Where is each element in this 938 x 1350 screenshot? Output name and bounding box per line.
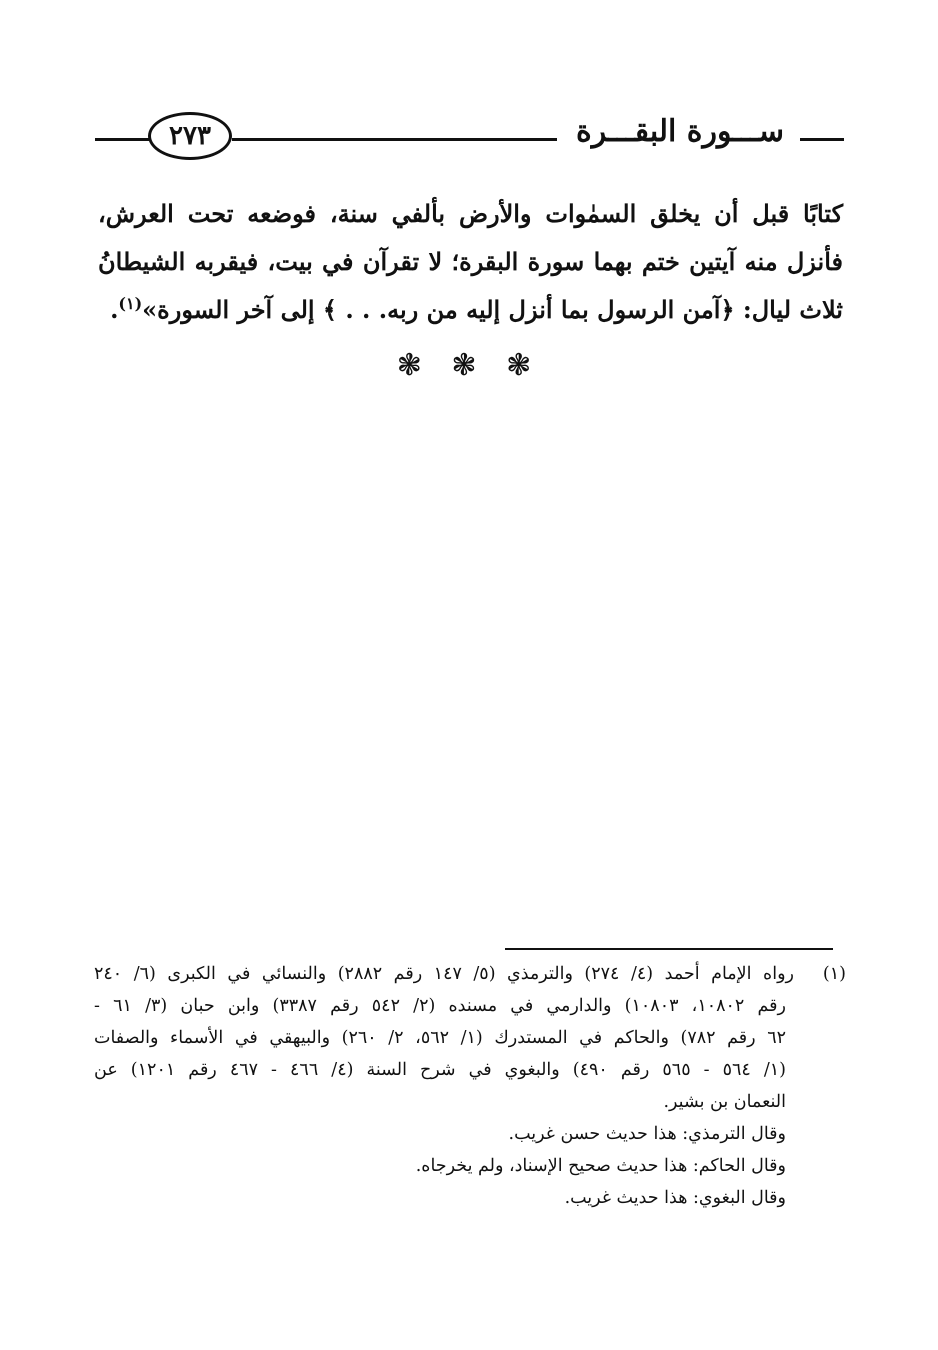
footnote-reference[interactable]: (١)	[118, 294, 143, 313]
section-divider-asterisks: ❃ ❃ ❃	[396, 348, 542, 383]
footnote-line-1	[94, 958, 846, 990]
footnote-line-7: وقال الحاكم: هذا حديث صحيح الإسناد، ولم يخرجاه.	[415, 1156, 786, 1176]
footnote-marker: (١)	[822, 964, 846, 984]
header-rule-right	[800, 138, 844, 141]
footnote-separator	[505, 948, 833, 950]
footnote-line-8: وقال البغوي: هذا حديث غريب.	[564, 1188, 786, 1208]
main-text-line-3-text: ثلاث ليال: ﴿آمن الرسول بما أنزل إليه من ربه. . . ﴾ إلى آخر السورة»	[142, 295, 843, 324]
end-mark: .	[110, 295, 119, 324]
page-number-oval	[148, 112, 232, 160]
running-head: ســـورة البقـــرة	[576, 114, 784, 149]
footnote-line-2: رقم ١٠٨٠٢، ١٠٨٠٣) والدارمي في مسنده (٢/ ٥٤٢ رقم ٣٣٨٧) وابن حبان (٣/ ٦١ -	[94, 996, 786, 1016]
footnotes	[94, 958, 846, 1214]
header-rule-left	[95, 138, 150, 141]
main-text-line-3	[98, 286, 843, 334]
footnote-line-6: وقال الترمذي: هذا حديث حسن غريب.	[508, 1124, 786, 1144]
main-text	[98, 190, 843, 334]
footnote-line-1-text: رواه الإمام أحمد (٤/ ٢٧٤) والترمذي (٥/ ١٤٧ رقم ٢٨٨٢) والنسائي في الكبرى (٦/ ٢٤٠	[94, 964, 794, 984]
page-number: ٢٧٣	[169, 121, 211, 151]
footnote-line-3: ٦٢ رقم ٧٨٢) والحاكم في المستدرك (١/ ٥٦٢، ٢/ ٢٦٠) والبيهقي في الأسماء والصفات	[94, 1028, 786, 1048]
main-text-line-2: فأنزل منه آيتين ختم بهما سورة البقرة؛ لا تقرآن في بيت، فيقربه الشيطانُ	[98, 247, 843, 276]
header-rule-middle	[232, 138, 557, 141]
footnote-line-5: النعمان بن بشير.	[663, 1092, 786, 1112]
main-text-line-1: كتابًا قبل أن يخلق السمٰوات والأرض بألفي سنة، فوضعه تحت العرش،	[98, 199, 843, 228]
footnote-line-4: (١/ ٥٦٤ - ٥٦٥ رقم ٤٩٠) والبغوي في شرح السنة (٤/ ٤٦٦ - ٤٦٧ رقم ١٢٠١) عن	[94, 1060, 786, 1080]
